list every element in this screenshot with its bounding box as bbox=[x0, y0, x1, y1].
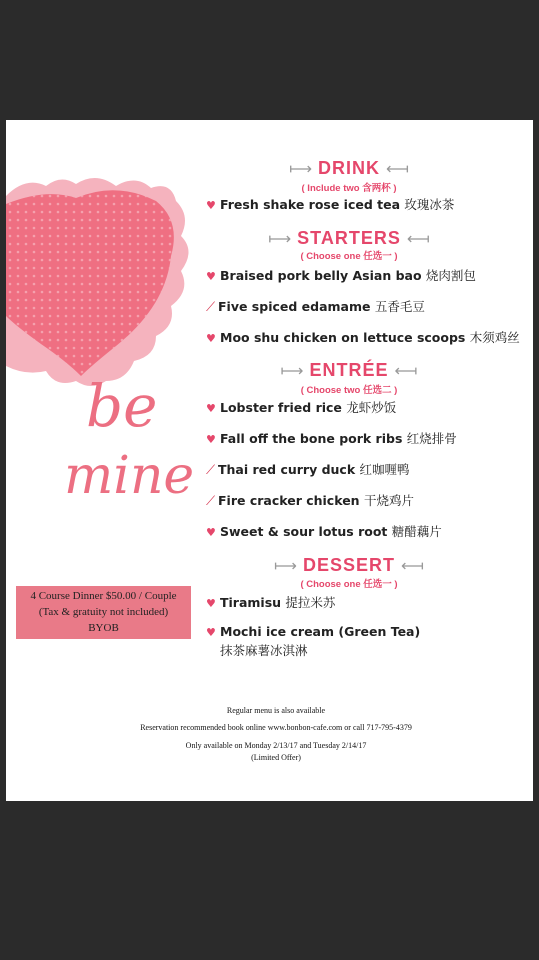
arrow-icon: ⟻ bbox=[394, 363, 418, 380]
heart-icon: ♥ bbox=[206, 332, 216, 345]
section-subtitle-dessert: ( Choose one 任选一 ) bbox=[300, 579, 398, 590]
footer-availability: Only available on Monday 2/13/17 and Tuesday 2/14/17 bbox=[185, 741, 367, 750]
heart-icon: ♥ bbox=[206, 199, 216, 212]
be-mine-lettering bbox=[58, 368, 198, 528]
arrow-icon: ⟼ bbox=[280, 363, 304, 380]
footer-reservation: Reservation recommended book online www.bonbon-cafe.com or call 717-795-4379 bbox=[140, 723, 412, 732]
arrow-icon: ⟻ bbox=[386, 161, 409, 178]
menu-item-entree-2: ♥ Fall off the bone pork ribs 红烧排骨 bbox=[206, 431, 457, 446]
mine-lettering: mine bbox=[64, 446, 195, 506]
menu-card bbox=[6, 120, 533, 801]
tax-note: (Tax & gratuity not included) bbox=[38, 606, 169, 618]
arrow-icon: ⟼ bbox=[289, 161, 312, 178]
heart-icon: ♥ bbox=[206, 270, 216, 283]
menu-item-entree-5: ♥ Sweet & sour lotus root 糖醋藕片 bbox=[206, 524, 442, 539]
heart-icon: ♥ bbox=[206, 526, 216, 539]
byob-note: BYOB bbox=[88, 622, 119, 634]
section-title-drink: ⟼ DRINK ⟻ bbox=[289, 158, 409, 178]
section-title-dessert: ⟼ DESSERT ⟻ bbox=[274, 555, 424, 575]
be-lettering: be bbox=[86, 372, 158, 440]
menu-item-starter-3: ♥ Moo shu chicken on lettuce scoops 木须鸡丝 bbox=[206, 330, 520, 345]
menu-item-entree-3: ⟋ Thai red curry duck 红咖喱鸭 bbox=[206, 462, 410, 478]
arrow-icon: ⟻ bbox=[406, 231, 430, 248]
heart-icon: ♥ bbox=[206, 402, 216, 415]
arrow-icon: ⟼ bbox=[268, 231, 292, 248]
heart-icon: ♥ bbox=[206, 597, 216, 610]
menu-item-drink-1: ♥ Fresh shake rose iced tea 玫瑰冰茶 bbox=[206, 197, 455, 212]
menu-item-dessert-2: ♥ Mochi ice cream (Green Tea) bbox=[206, 624, 421, 639]
menu-item-entree-4: ⟋ Fire cracker chicken 干烧鸡片 bbox=[206, 493, 414, 509]
section-title-starters: ⟼ STARTERS ⟻ bbox=[268, 228, 430, 248]
chili-pepper-icon: ⟋ bbox=[206, 494, 216, 509]
menu-item-dessert-2-chinese: 抹茶麻薯冰淇淋 bbox=[220, 643, 308, 658]
heart-icon: ♥ bbox=[206, 433, 216, 446]
chili-pepper-icon: ⟋ bbox=[206, 300, 216, 315]
footer-limited-offer: (Limited Offer) bbox=[251, 753, 301, 762]
menu-item-starter-1: ♥ Braised pork belly Asian bao 烧肉割包 bbox=[206, 268, 476, 283]
section-subtitle-entree: ( Choose two 任选二 ) bbox=[300, 385, 398, 396]
section-subtitle-starters: ( Choose one 任选一 ) bbox=[300, 251, 398, 262]
price-banner bbox=[16, 586, 191, 639]
chili-pepper-icon: ⟋ bbox=[206, 463, 216, 478]
footer-regular-menu: Regular menu is also available bbox=[226, 706, 326, 715]
menu-item-starter-2: ⟋ Five spiced edamame 五香毛豆 bbox=[206, 299, 425, 315]
arrow-icon: ⟼ bbox=[274, 558, 297, 575]
price-line: 4 Course Dinner $50.00 / Couple bbox=[30, 590, 177, 602]
menu-item-entree-1: ♥ Lobster fried rice 龙虾炒饭 bbox=[206, 400, 397, 415]
menu-item-dessert-1: ♥ Tiramisu 提拉米苏 bbox=[206, 595, 336, 610]
arrow-icon: ⟻ bbox=[401, 558, 424, 575]
section-subtitle-drink: ( Include two 含两杯 ) bbox=[301, 183, 397, 194]
heart-illustration bbox=[6, 176, 196, 396]
heart-icon: ♥ bbox=[206, 626, 216, 639]
section-title-entree: ⟼ ENTRÉE ⟻ bbox=[280, 360, 418, 380]
